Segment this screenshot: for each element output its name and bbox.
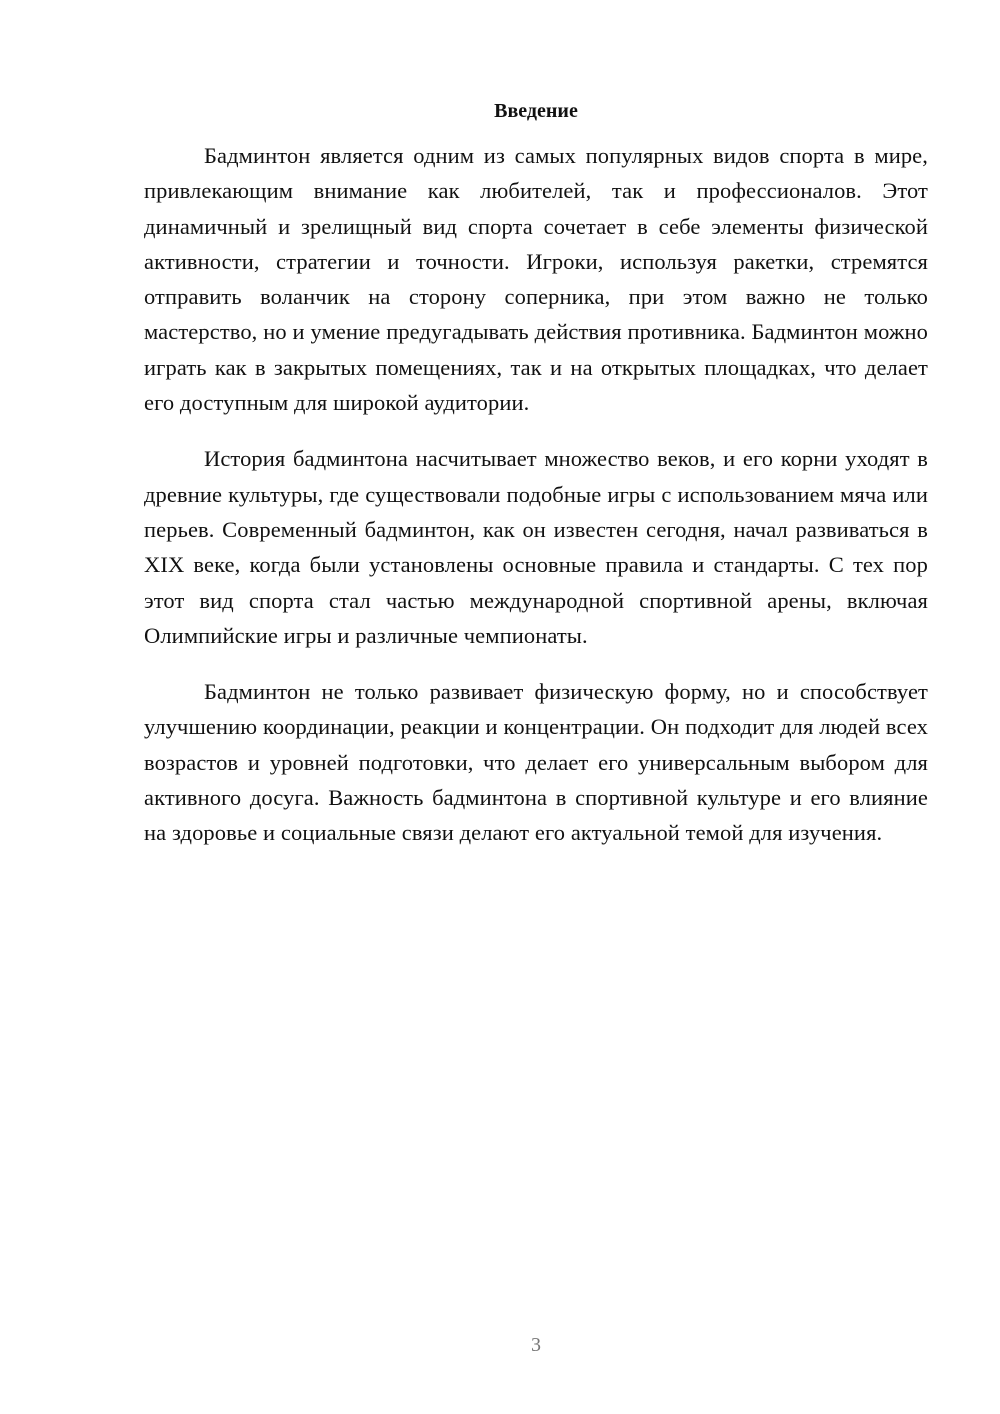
paragraph-intro: Бадминтон является одним из самых популярных видов спорта в мире, привлекающим внимание как любителей, так и профессионалов. Этот динамичный и зрелищный вид спорта сочетает в себе элементы физической активности, стратегии и точности. Игроки, используя ракетки, стремятся отправить воланчик на сторону соперника, при этом важно не только мастерство, но и умение предугадывать действия противника. Бадминтон можно играть как в закрытых помещениях, так и на открытых площадках, что делает его доступным для широкой аудитории.	[144, 143, 928, 416]
page-number: 3	[531, 1334, 541, 1356]
paragraph-history: История бадминтона насчитывает множество веков, и его корни уходят в древние культуры, где существовали подобные игры с использованием мяча или перьев. Современный бадминтон, как он известен сегодня, начал развиваться в XIX веке, когда были установлены основные правила и стандарты. С тех пор этот вид спорта стал частью международной спортивной арены, включая Олимпийские игры и различные чемпионаты.	[144, 446, 928, 648]
page-content	[144, 95, 928, 872]
section-heading: Введение	[494, 100, 578, 122]
paragraph-benefits: Бадминтон не только развивает физическую форму, но и способствует улучшению координации, реакции и концентрации. Он подходит для людей всех возрастов и уровней подготовки, что делает его универсальным выбором для активного досуга. Важность бадминтона в спортивной культуре и его влияние на здоровье и социальные связи делают его актуальной темой для изучения.	[144, 679, 928, 846]
